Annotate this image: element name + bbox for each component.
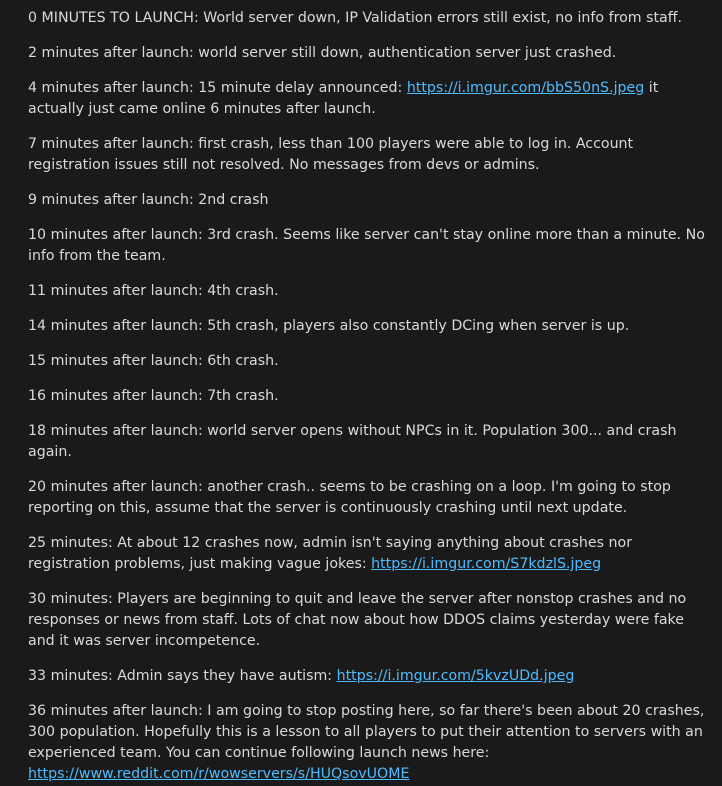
- update-entry-2: [28, 78, 708, 120]
- entry-text: 30 minutes: Players are beginning to quit and leave the server after nonstop crashes and no responses or news from staff. Lots of chat now about how DDOS claims yesterday were fake and it was server incompetence.: [28, 591, 687, 649]
- update-entry-9: [28, 386, 708, 407]
- update-entry-4: [28, 190, 708, 211]
- update-entry-0: [28, 8, 708, 29]
- update-entry-1: [28, 43, 708, 64]
- update-entry-12: [28, 533, 708, 575]
- reddit-link-launch-news[interactable]: https://www.reddit.com/r/wowservers/s/HUQsovUOME: [28, 766, 410, 782]
- entry-text: 33 minutes: Admin says they have autism:: [28, 668, 337, 684]
- entry-text: 16 minutes after launch: 7th crash.: [28, 388, 279, 404]
- entry-text: 0 MINUTES TO LAUNCH: World server down, IP Validation errors still exist, no info from staff.: [28, 10, 683, 26]
- entry-text: 25 minutes: At about 12 crashes now, admin isn't saying anything about crashes nor registration problems, just making vague jokes:: [28, 535, 633, 572]
- entry-text: 18 minutes after launch: world server opens without NPCs in it. Population 300... and crash again.: [28, 423, 677, 460]
- entry-text: 36 minutes after launch: I am going to stop posting here, so far there's been about 20 crashes, 300 population. Hopefully this is a lesson to all players to put their attention to servers with an experienced team. You can continue following launch news here:: [28, 703, 705, 761]
- entry-text: 2 minutes after launch: world server still down, authentication server just crashed.: [28, 45, 617, 61]
- imgur-link-admin[interactable]: https://i.imgur.com/5kvzUDd.jpeg: [336, 668, 575, 684]
- update-entry-10: [28, 421, 708, 463]
- imgur-link-delay[interactable]: https://i.imgur.com/bbS50nS.jpeg: [406, 80, 645, 96]
- update-entry-11: [28, 477, 708, 519]
- imgur-link-jokes[interactable]: https://i.imgur.com/S7kdzlS.jpeg: [371, 556, 602, 572]
- update-entry-7: [28, 316, 708, 337]
- entry-text: 20 minutes after launch: another crash.. seems to be crashing on a loop. I'm going to stop reporting on this, assume that the server is continuously crashing until next update.: [28, 479, 671, 516]
- update-entry-6: [28, 281, 708, 302]
- update-entry-14: [28, 666, 708, 687]
- entry-text: 9 minutes after launch: 2nd crash: [28, 192, 269, 208]
- entry-text: 10 minutes after launch: 3rd crash. Seems like server can't stay online more than a minute. No info from the team.: [28, 227, 705, 264]
- update-entry-13: [28, 589, 708, 652]
- update-entry-3: [28, 134, 708, 176]
- update-entry-8: [28, 351, 708, 372]
- update-entry-15: [28, 701, 708, 785]
- entry-text: 15 minutes after launch: 6th crash.: [28, 353, 279, 369]
- entry-text: 11 minutes after launch: 4th crash.: [28, 283, 279, 299]
- entry-text-after: it actually just came online 6 minutes after launch.: [28, 80, 659, 117]
- entry-text: 4 minutes after launch: 15 minute delay announced:: [28, 80, 407, 96]
- update-entry-5: [28, 225, 708, 267]
- entry-text: 7 minutes after launch: first crash, less than 100 players were able to log in. Account registration issues still not resolved. No messages from devs or admins.: [28, 136, 634, 173]
- entry-text: 14 minutes after launch: 5th crash, players also constantly DCing when server is up.: [28, 318, 630, 334]
